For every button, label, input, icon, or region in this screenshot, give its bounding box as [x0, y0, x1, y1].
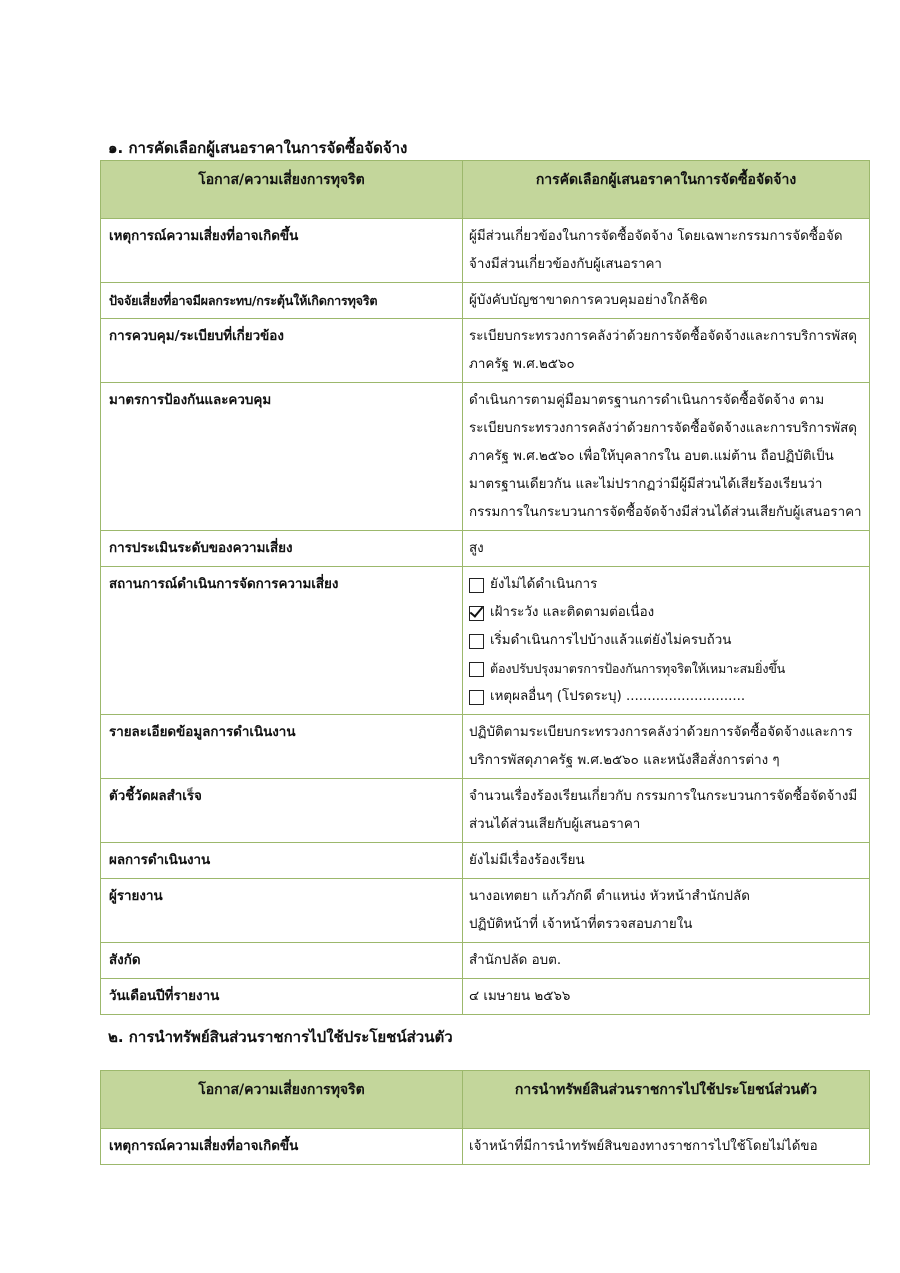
row-value: ปฏิบัติตามระเบียบกระทรวงการคลังว่าด้วยการจัดซื้อจัดจ้างและการบริการพัสดุภาครัฐ พ.ศ.๒๕๖๐ และหนังสือสั่งการต่าง ๆ — [463, 715, 870, 779]
header-right: การคัดเลือกผู้เสนอราคาในการจัดซื้อจัดจ้าง — [463, 161, 870, 219]
checkbox-unchecked-icon — [469, 578, 484, 593]
table-row — [101, 319, 870, 383]
row-label: สถานการณ์ดำเนินการจัดการความเสี่ยง — [101, 567, 463, 715]
row-label: มาตรการป้องกันและควบคุม — [101, 383, 463, 531]
status-option — [469, 683, 863, 711]
reporter-line-2: ปฏิบัติหน้าที่ เจ้าหน้าที่ตรวจสอบภายใน — [469, 917, 693, 932]
status-option — [469, 627, 863, 655]
reporter-line-1: นางอเทตยา แก้วภักดี ตำแหน่ง หัวหน้าสำนักปลัด — [469, 889, 750, 904]
table-row — [101, 979, 870, 1015]
row-label: รายละเอียดข้อมูลการดำเนินงาน — [101, 715, 463, 779]
status-option-label: ต้องปรับปรุงมาตรการป้องกันการทุจริตให้เหมาะสมยิ่งขึ้น — [490, 661, 786, 676]
row-value: สำนักปลัด อบต. — [463, 943, 870, 979]
status-option-label: เหตุผลอื่นๆ (โปรดระบุ) ............................ — [490, 689, 746, 704]
risk-table-2 — [100, 1070, 870, 1165]
row-value: สูง — [463, 531, 870, 567]
table-row — [101, 283, 870, 319]
status-option-label: ยังไม่ได้ดำเนินการ — [490, 577, 598, 592]
row-value: ระเบียบกระทรวงการคลังว่าด้วยการจัดซื้อจัดจ้างและการบริการพัสดุภาครัฐ พ.ศ.๒๕๖๐ — [463, 319, 870, 383]
header-right: การนำทรัพย์สินส่วนราชการไปใช้ประโยชน์ส่วนตัว — [463, 1071, 870, 1129]
checkbox-unchecked-icon — [469, 634, 484, 649]
header-left: โอกาส/ความเสี่ยงการทุจริต — [101, 161, 463, 219]
section1-title: ๑. การคัดเลือกผู้เสนอราคาในการจัดซื้อจัดจ้าง — [108, 139, 408, 157]
status-option — [469, 655, 863, 683]
section2-title: ๒. การนำทรัพย์สินส่วนราชการไปใช้ประโยชน์ส่วนตัว — [108, 1028, 453, 1046]
table-row — [101, 779, 870, 843]
row-value: ผู้มีส่วนเกี่ยวข้องในการจัดซื้อจัดจ้าง โดยเฉพาะกรรมการจัดซื้อจัดจ้างมีส่วนเกี่ยวข้องกับผู้เสนอราคา — [463, 219, 870, 283]
row-label: การประเมินระดับของความเสี่ยง — [101, 531, 463, 567]
checkbox-checked-icon — [469, 606, 484, 621]
checkbox-unchecked-icon — [469, 690, 484, 705]
table-header-row — [101, 161, 870, 219]
table-row — [101, 1129, 870, 1165]
row-value: ผู้บังคับบัญชาขาดการควบคุมอย่างใกล้ชิด — [463, 283, 870, 319]
row-label: วันเดือนปีที่รายงาน — [101, 979, 463, 1015]
status-options — [463, 567, 870, 715]
row-label: ปัจจัยเสี่ยงที่อาจมีผลกระทบ/กระตุ้นให้เกิดการทุจริต — [101, 283, 463, 319]
table-row — [101, 843, 870, 879]
status-option-label: เฝ้าระวัง และติดตามต่อเนื่อง — [490, 605, 655, 620]
row-value: ๔ เมษายน ๒๕๖๖ — [463, 979, 870, 1015]
row-label: สังกัด — [101, 943, 463, 979]
checkbox-unchecked-icon — [469, 662, 484, 677]
table-row — [101, 531, 870, 567]
reporter-value — [463, 879, 870, 943]
row-label: ตัวชี้วัดผลสำเร็จ — [101, 779, 463, 843]
table-row — [101, 383, 870, 531]
status-option-label: เริ่มดำเนินการไปบ้างแล้วแต่ยังไม่ครบถ้วน — [490, 633, 732, 648]
header-left: โอกาส/ความเสี่ยงการทุจริต — [101, 1071, 463, 1129]
status-option — [469, 571, 863, 599]
row-value: ยังไม่มีเรื่องร้องเรียน — [463, 843, 870, 879]
table-row — [101, 879, 870, 943]
row-value: ดำเนินการตามคู่มือมาตรฐานการดำเนินการจัดซื้อจัดจ้าง ตามระเบียบกระทรวงการคลังว่าด้วยการจัดซื้อจัดจ้างและการบริการพัสดุภาครัฐ พ.ศ.๒๕๖๐ เพื่อให้บุคลากรใน อบต.แม่ต้าน ถือปฏิบัติเป็นมาตรฐานเดียวกัน และไม่ปรากฏว่ามีผู้มีส่วนได้เสียร้องเรียนว่ากรรมการในกระบวนการจัดซื้อจัดจ้างมีส่วนได้ส่วนเสียกับผู้เสนอราคา — [463, 383, 870, 531]
table-row — [101, 567, 870, 715]
row-label: เหตุการณ์ความเสี่ยงที่อาจเกิดขึ้น — [101, 219, 463, 283]
row-label: เหตุการณ์ความเสี่ยงที่อาจเกิดขึ้น — [101, 1129, 463, 1165]
table-row — [101, 943, 870, 979]
risk-table-1 — [100, 160, 870, 1015]
row-label: ผลการดำเนินงาน — [101, 843, 463, 879]
row-value: เจ้าหน้าที่มีการนำทรัพย์สินของทางราชการไปใช้โดยไม่ได้ขอ — [463, 1129, 870, 1165]
row-label: การควบคุม/ระเบียบที่เกี่ยวข้อง — [101, 319, 463, 383]
status-option — [469, 599, 863, 627]
table-row — [101, 219, 870, 283]
row-label: ผู้รายงาน — [101, 879, 463, 943]
table-header-row — [101, 1071, 870, 1129]
table-row — [101, 715, 870, 779]
row-value: จำนวนเรื่องร้องเรียนเกี่ยวกับ กรรมการในกระบวนการจัดซื้อจัดจ้างมีส่วนได้ส่วนเสียกับผู้เสนอราคา — [463, 779, 870, 843]
